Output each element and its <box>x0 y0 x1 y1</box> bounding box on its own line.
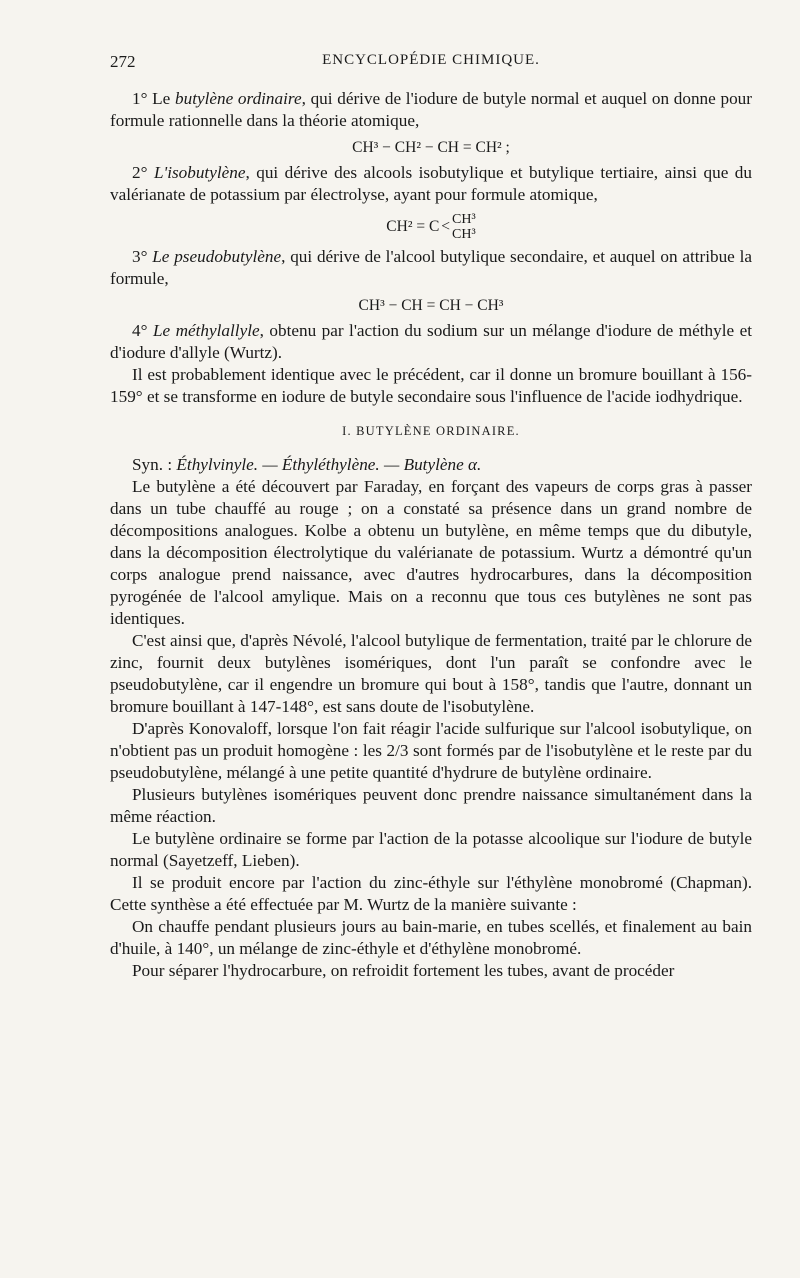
item-1: 1° Le butylène ordinaire, qui dérive de l'iodure de butyle normal et auquel on donne pour formule rationnelle dans la théorie atomique, <box>110 89 752 130</box>
item-3: 3° Le pseudobutylène, qui dérive de l'alcool butylique secondaire, et auquel on attribue la formule, <box>110 247 752 288</box>
paragraph: On chauffe pendant plusieurs jours au bain-marie, en tubes scellés, et finalement au bain d'huile, à 140°, un mélange de zinc-éthyle et d'éthylène monobromé. <box>110 917 752 958</box>
paragraph: Il se produit encore par l'action du zinc-éthyle sur l'éthylène monobromé (Chapman). Cette synthèse a été effectuée par M. Wurtz de la manière suivante : <box>110 873 752 914</box>
formula-1: CH³ − CH² − CH = CH² ; <box>352 139 510 156</box>
paragraph: Pour séparer l'hydrocarbure, on refroidit fortement les tubes, avant de procéder <box>132 961 675 980</box>
formula-3: CH³ − CH = CH − CH³ <box>358 297 504 314</box>
paragraph: Le butylène a été découvert par Faraday, en forçant des vapeurs de corps gras à passer dans un tube chauffé au rouge ; on a constaté sa présence dans un grand nombre de décompositions analogues. Kolbe a obtenu un butylène, en même temps que du dibutyle, dans la décomposition électrolytique du valérianate de potassium. Wurtz a démontré qu'un corps analogue prend naissance, avec d'autres hydrocarbures, dans la décomposition pyrogénée de l'alcool amylique. Mais on a reconnu que tous ces butylènes ne sont pas identiques. <box>110 477 752 628</box>
section-heading: I. BUTYLÈNE ORDINAIRE. <box>342 424 520 438</box>
page-number: 272 <box>110 52 136 71</box>
item-4: 4° Le méthylallyle, obtenu par l'action du sodium sur un mélange d'iodure de méthyle et d'iodure d'allyle (Wurtz). <box>110 321 752 362</box>
paragraph: Le butylène ordinaire se forme par l'action de la potasse alcoolique sur l'iodure de butyle normal (Sayetzeff, Lieben). <box>110 829 752 870</box>
page-body <box>110 88 752 982</box>
item-2: 2° L'isobutylène, qui dérive des alcools isobutylique et butylique tertiaire, ainsi que du valérianate de potassium par électrolyse, ayant pour formule atomique, <box>110 163 752 204</box>
formula-2: CH² = C < CH³ CH³ <box>386 212 476 242</box>
paragraph: D'après Konovaloff, lorsque l'on fait réagir l'acide sulfurique sur l'alcool isobutylique, on n'obtient pas un produit homogène : les 2/3 sont formés par de l'isobutylène et le reste par du pseudobutylène, mélangé à une petite quantité d'hydrure de butylène ordinaire. <box>110 719 752 782</box>
synonyms: Syn. : Éthylvinyle. — Éthyléthylène. — Butylène α. <box>132 455 482 474</box>
paragraph: C'est ainsi que, d'après Névolé, l'alcool butylique de fermentation, traité par le chlorure de zinc, fournit deux butylènes isomériques, dont l'un paraît se confondre avec le pseudobutylène, car il engendre un bromure qui bout à 158°, tandis que l'autre, donnant un bromure bouillant à 147-148°, est sans doute de l'isobutylène. <box>110 631 752 716</box>
running-title: ENCYCLOPÉDIE CHIMIQUE. <box>322 52 540 68</box>
paragraph: Il est probablement identique avec le précédent, car il donne un bromure bouillant à 156-159° et se transforme en iodure de butyle secondaire sous l'influence de l'acide iodhydrique. <box>110 365 752 406</box>
paragraph: Plusieurs butylènes isomériques peuvent donc prendre naissance simultanément dans la même réaction. <box>110 785 752 826</box>
page-header <box>110 52 752 76</box>
